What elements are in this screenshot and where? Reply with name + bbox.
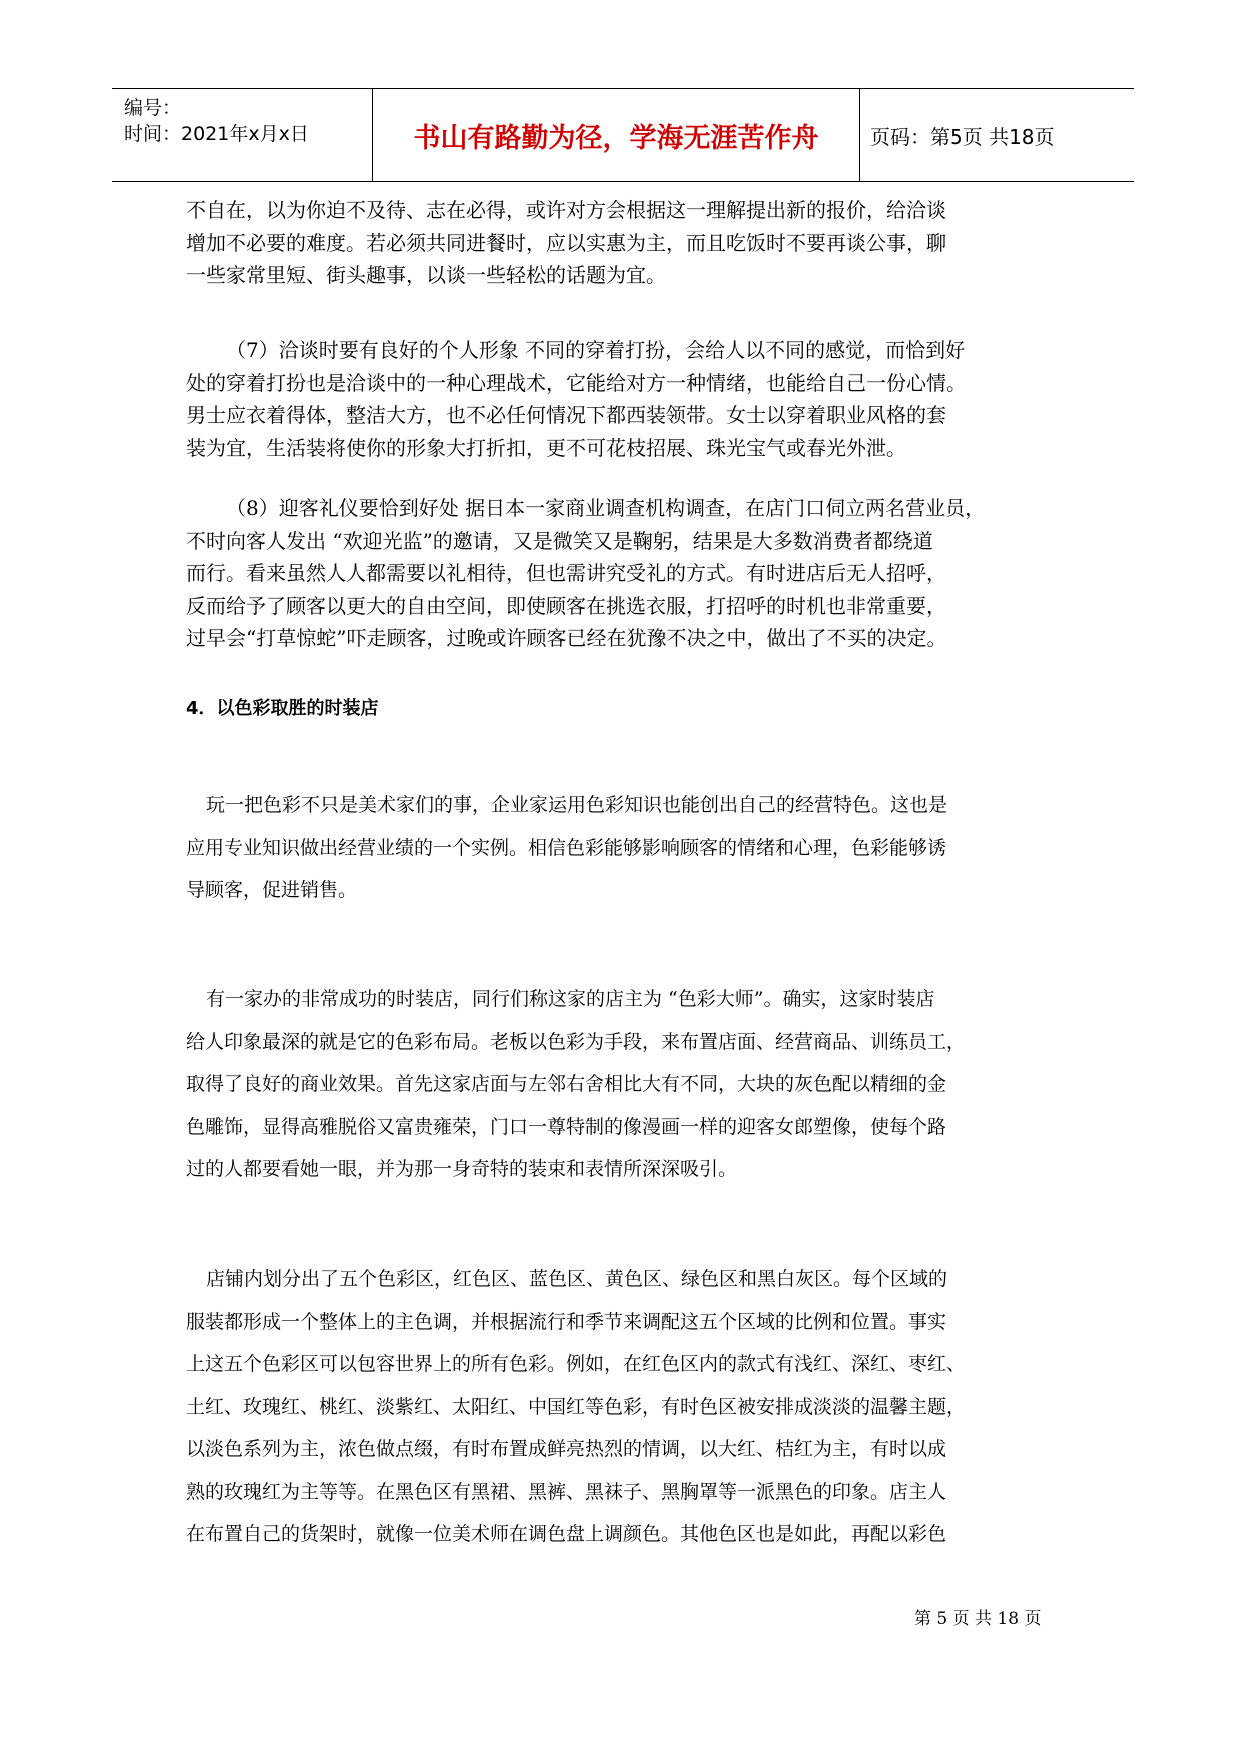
- text-line: （8）迎客礼仪要恰到好处 据日本一家商业调查机构调查，在店门口伺立两名营业员，: [226, 496, 986, 520]
- text-line: 服装都形成一个整体上的主色调，并根据流行和季节来调配这五个区域的比例和位置。事实: [186, 1310, 947, 1333]
- page-header: [112, 88, 1134, 182]
- paragraph-1: [186, 194, 1056, 292]
- section-heading: 4．以色彩取胜的时装店: [186, 698, 379, 719]
- text-line: 增加不必要的难度。若必须共同进餐时，应以实惠为主，而且吃饭时不要再谈公事，聊: [186, 230, 946, 255]
- text-line: 导顾客，促进销售。: [186, 879, 358, 901]
- header-meta: [124, 89, 372, 181]
- paragraph-2: [186, 334, 1056, 464]
- text-line: 不时向客人发出 “欢迎光监”的邀请，又是微笑又是鞠躬，结果是大多数消费者都绕道: [186, 528, 933, 553]
- text-line: 不自在，以为你迫不及待、志在必得，或许对方会根据这一理解提出新的报价，给洽谈: [186, 198, 946, 222]
- text-line: 过的人都要看她一眼，并为那一身奇特的装束和表情所深深吸引。: [186, 1158, 738, 1180]
- paragraph-5: [186, 978, 1056, 1191]
- page-footer: 第 5 页 共 18 页: [914, 1609, 1042, 1629]
- text-line: 色雕饰，显得高雅脱俗又富贵雍荣，门口一尊特制的像漫画一样的迎客女郎塑像，使每个路: [186, 1115, 947, 1138]
- text-line: 土红、玫瑰红、桃红、淡紫红、太阳红、中国红等色彩，有时色区被安排成淡淡的温馨主题，: [186, 1395, 966, 1418]
- text-line: 在布置自己的货架时，就像一位美术师在调色盘上调颜色。其他色区也是如此，再配以彩色: [186, 1523, 947, 1545]
- text-line: 给人印象最深的就是它的色彩布局。老板以色彩为手段，来布置店面、经营商品、训练员工，: [186, 1030, 966, 1053]
- text-line: 上这五个色彩区可以包容世界上的所有色彩。例如，在红色区内的款式有浅红、深红、枣红、: [186, 1353, 966, 1375]
- text-line: （7）洽谈时要有良好的个人形象 不同的穿着打扮，会给人以不同的感觉，而恰到好: [226, 338, 966, 362]
- text-line: 取得了良好的商业效果。首先这家店面与左邻右舍相比大有不同，大块的灰色配以精细的金: [186, 1073, 947, 1095]
- text-line: 反而给予了顾客以更大的自由空间，即使顾客在挑选衣服，打招呼的时机也非常重要，: [186, 593, 946, 618]
- text-line: 有一家办的非常成功的时装店，同行们称这家的店主为 “色彩大师”。确实，这家时装店: [206, 988, 935, 1010]
- text-line: 而行。看来虽然人人都需要以礼相待，但也需讲究受礼的方式。有时进店后无人招呼，: [186, 561, 946, 585]
- text-line: 熟的玫瑰红为主等等。在黑色区有黑裙、黑裤、黑袜子、黑胸罩等一派黑色的印象。店主人: [186, 1480, 947, 1503]
- text-line: 装为宜，生活装将使你的形象大打折扣，更不可花枝招展、珠光宝气或春光外泄。: [186, 435, 906, 460]
- text-line: 一些家常里短、街头趣事，以谈一些轻松的话题为宜。: [186, 263, 666, 287]
- text-line: 以淡色系列为主，浓色做点缀，有时布置成鲜亮热烈的情调，以大红、桔红为主，有时以成: [186, 1438, 947, 1460]
- time-label: 时间：2021年x月x日: [124, 123, 309, 145]
- number-label: 编号：: [124, 97, 182, 119]
- text-line: 处的穿着打扮也是洽谈中的一种心理战术，它能给对方一种情绪，也能给自己一份心情。: [186, 370, 966, 395]
- text-line: 应用专业知识做出经营业绩的一个实例。相信色彩能够影响顾客的情绪和心理，色彩能够诱: [186, 836, 947, 859]
- text-line: 男士应衣着得体，整洁大方，也不必任何情况下都西装领带。女士以穿着职业风格的套: [186, 403, 946, 427]
- text-line: 玩一把色彩不只是美术家们的事，企业家运用色彩知识也能创出自己的经营特色。这也是: [206, 794, 948, 816]
- paragraph-6: [186, 1258, 1056, 1556]
- text-line: 店铺内划分出了五个色彩区，红色区、蓝色区、黄色区、绿色区和黑白灰区。每个区域的: [206, 1268, 948, 1290]
- paragraph-4: [186, 784, 1056, 912]
- text-line: 过早会“打草惊蛇”吓走顾客，过晚或许顾客已经在犹豫不决之中，做出了不买的决定。: [186, 626, 947, 650]
- header-page-info: 页码：第5页 共18页: [870, 124, 1055, 149]
- header-motto: 书山有路勤为径，学海无涯苦作舟: [372, 89, 860, 181]
- paragraph-3: [186, 492, 1056, 655]
